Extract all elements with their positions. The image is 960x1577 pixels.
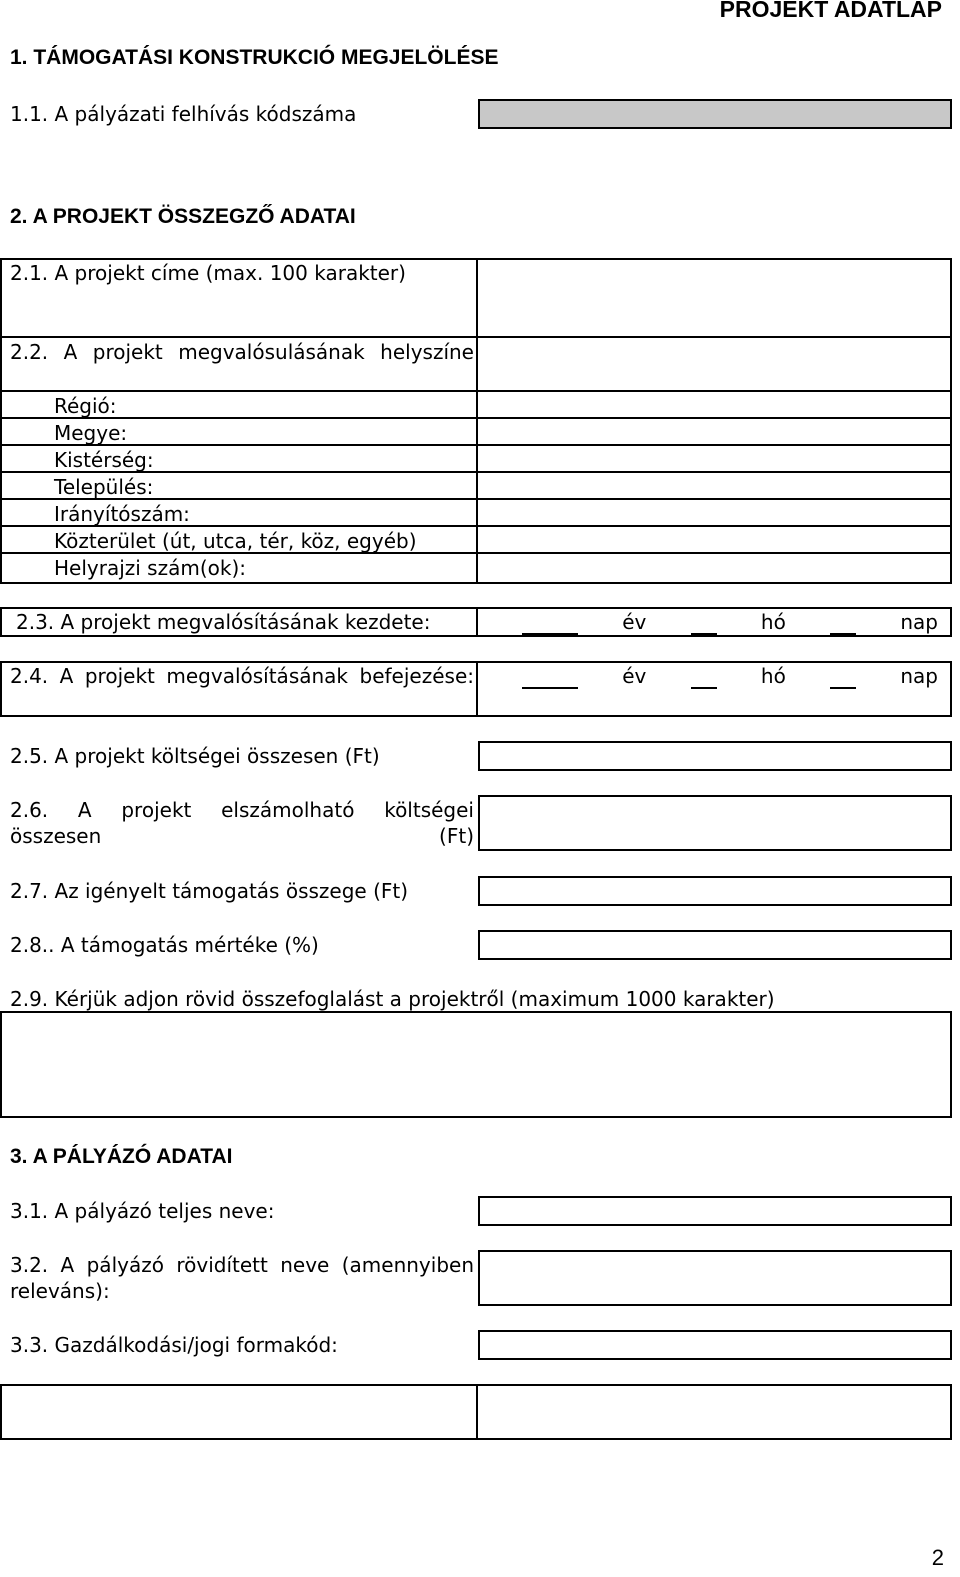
section-1-title: 1. TÁMOGATÁSI KONSTRUKCIÓ MEGJELÖLÉSE (10, 46, 499, 69)
eligible-cost-field[interactable] (478, 795, 952, 851)
end-year-unit: év (622, 664, 647, 688)
location-label: 2.2. A projekt megvalósulásának helyszíne (10, 340, 474, 364)
eligible-cost-label: 2.6. A projekt elszámolható költségei összesen (Ft) (10, 798, 474, 848)
end-year-blank[interactable] (522, 669, 578, 689)
end-month-blank[interactable] (691, 669, 717, 689)
start-day-blank[interactable] (830, 615, 856, 635)
applicant-short-name-field[interactable] (478, 1250, 952, 1306)
applicant-short-name-label: 3.2. A pályázó rövidített neve (amennyiben releváns): (10, 1253, 474, 1303)
support-rate-label: 2.8.. A támogatás mértéke (%) (10, 933, 319, 957)
location-row-region: Régió: (54, 394, 117, 418)
location-row-parcel: Helyrajzi szám(ok): (54, 556, 247, 580)
legal-form-label: 3.3. Gazdálkodási/jogi formakód: (10, 1333, 338, 1357)
start-day-unit: nap (900, 610, 938, 634)
summary-field[interactable] (0, 1011, 952, 1118)
section-3-title: 3. A PÁLYÁZÓ ADATAI (10, 1145, 233, 1168)
call-code-field[interactable] (478, 99, 952, 129)
project-title-field[interactable] (478, 260, 950, 336)
location-row-settlement: Település: (54, 475, 154, 499)
end-day-unit: nap (900, 664, 938, 688)
registry-number-field[interactable] (480, 1386, 950, 1438)
support-rate-field[interactable] (478, 930, 952, 960)
legal-form-field[interactable] (478, 1330, 952, 1360)
section-2-title: 2. A PROJEKT ÖSSZEGZŐ ADATAI (10, 205, 356, 228)
location-row-street: Közterület (út, utca, tér, köz, egyéb) (54, 529, 417, 553)
start-month-unit: hó (760, 610, 786, 634)
requested-amount-field[interactable] (478, 876, 952, 906)
requested-amount-label: 2.7. Az igényelt támogatás összege (Ft) (10, 879, 409, 903)
location-values-field[interactable] (478, 338, 950, 582)
end-day-blank[interactable] (830, 669, 856, 689)
start-date-label: 2.3. A projekt megvalósításának kezdete: (16, 610, 431, 634)
total-cost-field[interactable] (478, 741, 952, 771)
page-number: 2 (931, 1545, 944, 1570)
end-date-field[interactable] (480, 663, 950, 689)
summary-label: 2.9. Kérjük adjon rövid összefoglalást a projektről (maximum 1000 karakter) (10, 987, 775, 1011)
start-year-blank[interactable] (522, 615, 578, 635)
page-title: PROJEKT ADATLAP (719, 0, 942, 22)
call-code-label: 1.1. A pályázati felhívás kódszáma (10, 102, 357, 126)
location-row-county: Megye: (54, 421, 128, 445)
start-date-field[interactable] (480, 609, 950, 635)
total-cost-label: 2.5. A projekt költségei összesen (Ft) (10, 744, 380, 768)
applicant-name-label: 3.1. A pályázó teljes neve: (10, 1199, 275, 1223)
applicant-name-field[interactable] (478, 1196, 952, 1226)
end-date-label: 2.4. A projekt megvalósításának befejezése: (10, 664, 474, 688)
location-row-subregion: Kistérség: (54, 448, 154, 472)
start-year-unit: év (622, 610, 647, 634)
start-month-blank[interactable] (691, 615, 717, 635)
location-row-postcode: Irányítószám: (54, 502, 190, 526)
end-month-unit: hó (760, 664, 786, 688)
project-title-label: 2.1. A projekt címe (max. 100 karakter) (10, 261, 406, 285)
